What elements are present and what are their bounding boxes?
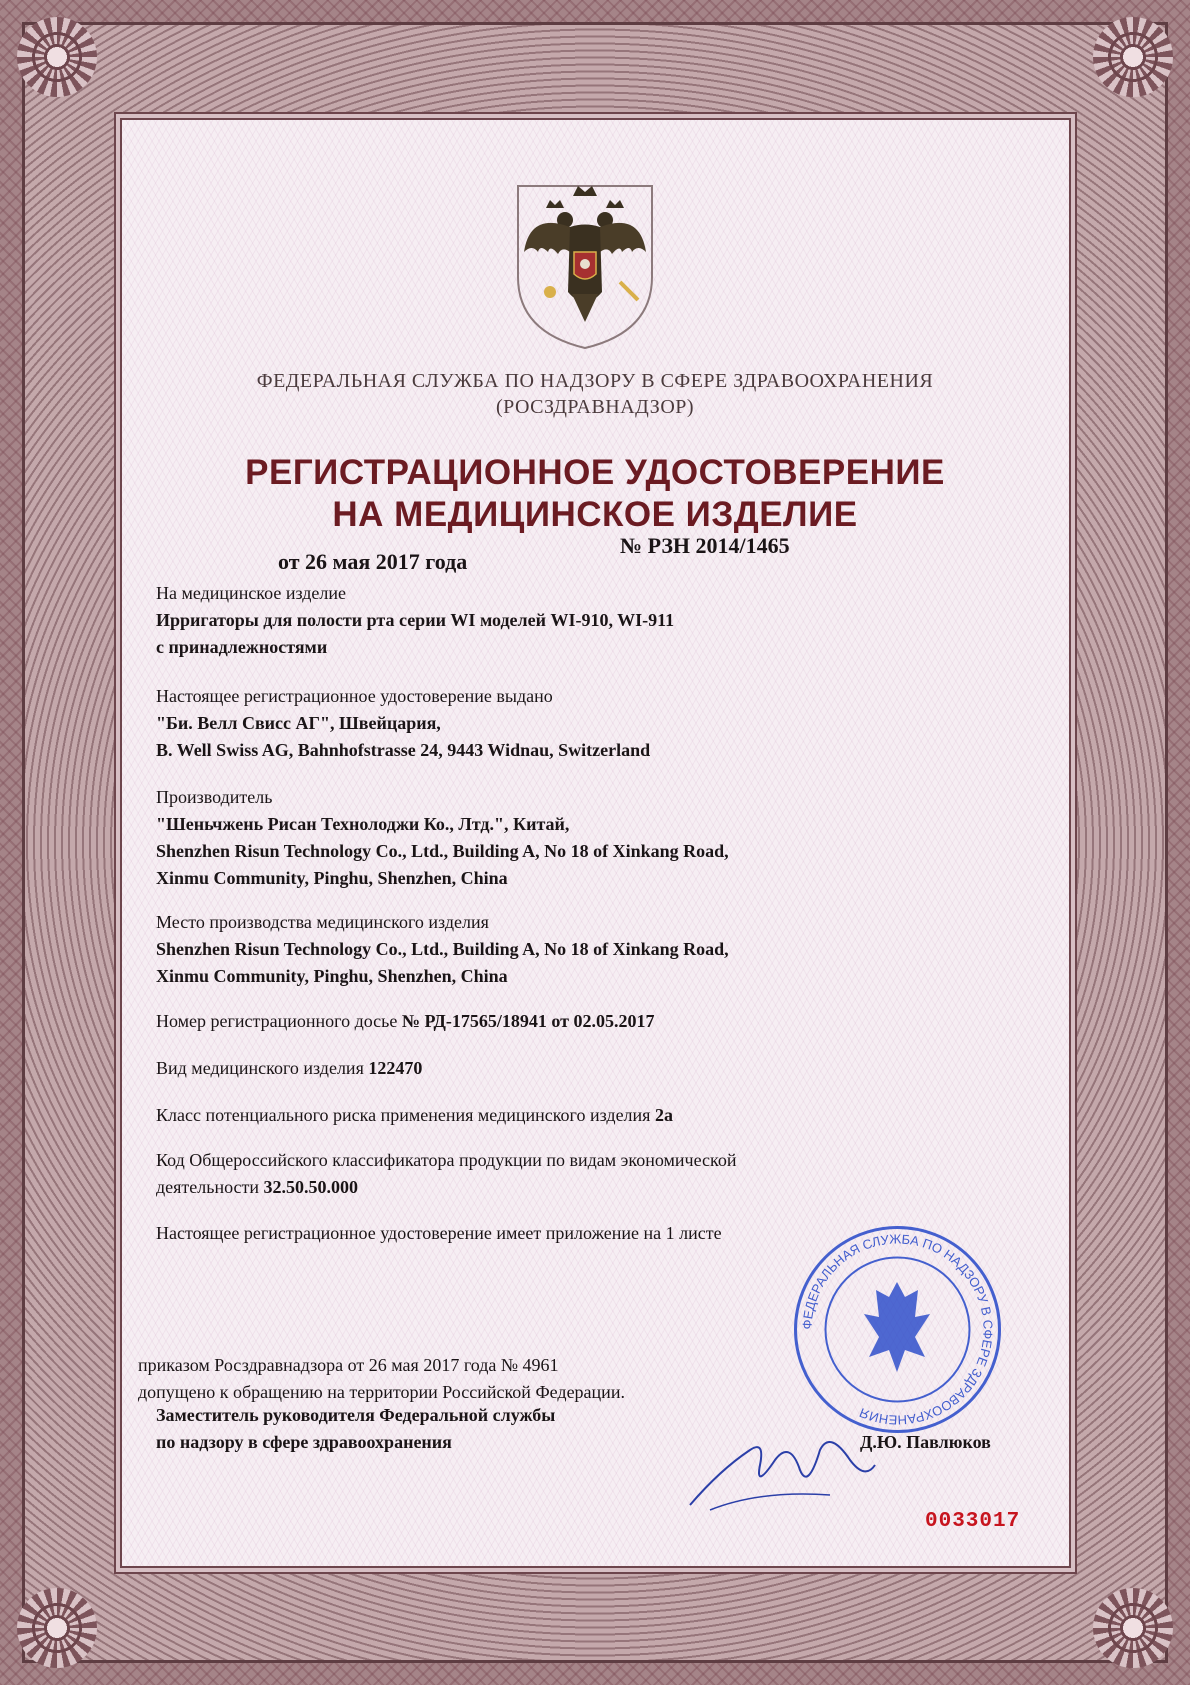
official-seal-stamp xyxy=(790,1222,1005,1437)
issued-to-line-1: "Би. Велл Свисс АГ", Швейцария, xyxy=(156,713,441,733)
agency-header xyxy=(120,368,1070,420)
device-label: На медицинское изделие xyxy=(156,583,347,603)
signatory-title-line-2: по надзору в сфере здравоохранения xyxy=(156,1432,452,1452)
manufacturer-line-2: Shenzhen Risun Technology Co., Ltd., Building A, No 18 of Xinkang Road, xyxy=(156,841,729,861)
seal-text: ФЕДЕРАЛЬНАЯ СЛУЖБА ПО НАДЗОРУ В СФЕРЕ ЗДРАВООХРАНЕНИЯ xyxy=(799,1231,996,1428)
issued-to-section xyxy=(156,683,936,764)
agency-abbr: (РОСЗДРАВНАДЗОР) xyxy=(495,396,695,418)
signatory-title xyxy=(156,1402,716,1456)
risk-class-value: 2а xyxy=(654,1105,673,1125)
device-type-label: Вид медицинского изделия xyxy=(156,1058,364,1078)
order-line-1: приказом Росздравнадзора от 26 мая 2017 года № 4961 xyxy=(138,1355,559,1375)
signature-icon xyxy=(680,1420,880,1520)
registration-number: № РЗН 2014/1465 xyxy=(620,533,790,558)
okpd-label-line-1: Код Общероссийского классификатора продукции по видам экономической xyxy=(156,1150,737,1170)
manufacturer-line-3: Xinmu Community, Pinghu, Shenzhen, China xyxy=(156,868,508,888)
device-type-value: 122470 xyxy=(368,1058,423,1078)
manufacturer-label: Производитель xyxy=(156,787,273,807)
corner-rosette-icon xyxy=(1093,1588,1173,1668)
risk-class-label: Класс потенциального риска применения медицинского изделия xyxy=(156,1105,651,1125)
corner-rosette-icon xyxy=(17,17,97,97)
risk-class-line xyxy=(156,1102,936,1129)
order-line-2: допущено к обращению на территории Российской Федерации. xyxy=(138,1382,625,1402)
device-name-line-1: Ирригаторы для полости рта серии WI моделей WI-910, WI-911 xyxy=(156,610,675,630)
coat-of-arms-icon xyxy=(510,182,660,352)
serial-number: 0033017 xyxy=(925,1510,1021,1533)
corner-rosette-icon xyxy=(1093,17,1173,97)
production-site-line-1: Shenzhen Risun Technology Co., Ltd., Building A, No 18 of Xinkang Road, xyxy=(156,939,729,959)
dossier-label: Номер регистрационного досье xyxy=(156,1011,398,1031)
issued-to-label: Настоящее регистрационное удостоверение выдано xyxy=(156,686,553,706)
okpd-section xyxy=(156,1147,936,1201)
device-section xyxy=(156,580,936,661)
okpd-value: 32.50.50.000 xyxy=(263,1177,359,1197)
production-site-line-2: Xinmu Community, Pinghu, Shenzhen, China xyxy=(156,966,508,986)
okpd-label-line-2: деятельности xyxy=(156,1177,260,1197)
signatory-title-line-1: Заместитель руководителя Федеральной службы xyxy=(156,1405,556,1425)
production-site-label: Место производства медицинского изделия xyxy=(156,912,489,932)
registration-date: от 26 мая 2017 года xyxy=(278,549,468,574)
signatory-name: Д.Ю. Павлюков xyxy=(860,1432,991,1452)
device-type-line xyxy=(156,1055,936,1082)
manufacturer-section xyxy=(156,784,936,892)
title-line-1: РЕГИСТРАЦИОННОЕ УДОСТОВЕРЕНИЕ xyxy=(245,453,945,492)
appendix-note: Настоящее регистрационное удостоверение имеет приложение на 1 листе xyxy=(156,1223,722,1243)
device-name-line-2: с принадлежностями xyxy=(156,637,328,657)
manufacturer-line-1: "Шеньчжень Рисан Технолоджи Ко., Лтд.", Китай, xyxy=(156,814,570,834)
corner-rosette-icon xyxy=(17,1588,97,1668)
production-site-section xyxy=(156,909,936,990)
title-line-2: НА МЕДИЦИНСКОЕ ИЗДЕЛИЕ xyxy=(332,495,858,534)
agency-name: ФЕДЕРАЛЬНАЯ СЛУЖБА ПО НАДЗОРУ В СФЕРЕ ЗДРАВООХРАНЕНИЯ xyxy=(256,370,934,392)
dossier-line xyxy=(156,1008,936,1035)
certificate-title xyxy=(120,452,1070,536)
issued-to-line-2: B. Well Swiss AG, Bahnhofstrasse 24, 9443 Widnau, Switzerland xyxy=(156,740,651,760)
dossier-value: № РД-17565/18941 от 02.05.2017 xyxy=(401,1011,655,1031)
